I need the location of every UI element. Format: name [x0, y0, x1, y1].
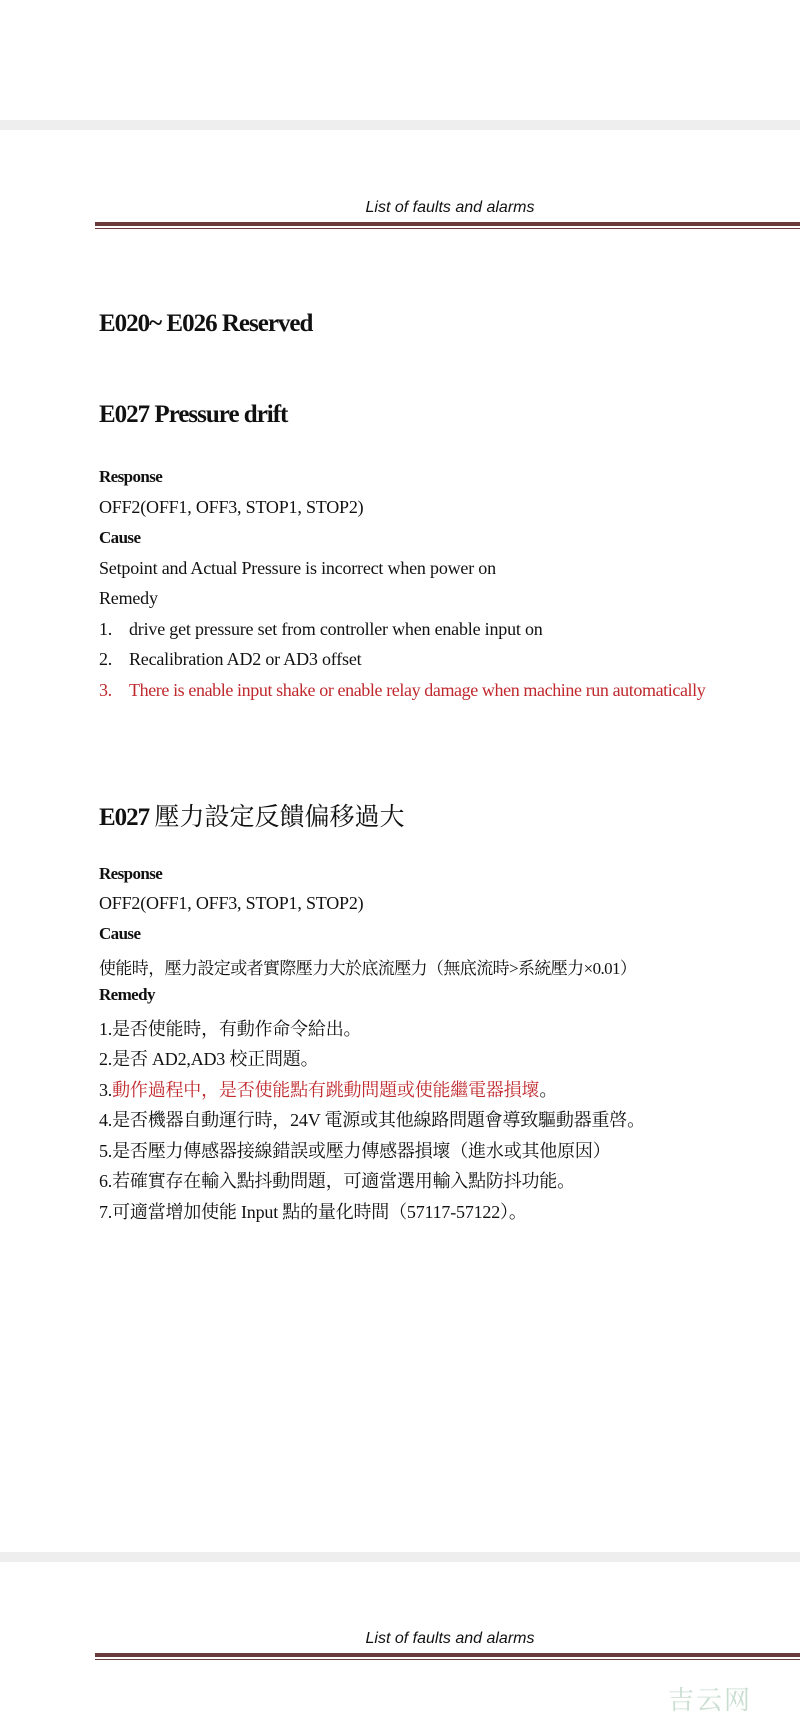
- remedy-item-text: 動作過程中，是否使能點有跳動問題或使能繼電器損壞: [112, 1080, 540, 1100]
- remedy-item-text: 可適當增加使能 Input 點的量化時間（57117-57122）。: [112, 1202, 527, 1222]
- page-footer-title: List of faults and alarms: [365, 1630, 535, 1647]
- page-top-band: [0, 120, 800, 130]
- page-header-title: List of faults and alarms: [365, 199, 535, 216]
- footer-rule: [95, 1653, 800, 1657]
- section-title-pressure-drift-cjk: [99, 797, 404, 833]
- remedy-item-text: 若確實存在輸入點抖動問題，可適當選用輸入點防抖功能。: [112, 1171, 575, 1191]
- remedy-item-text: 是否機器自動運行時，24V 電源或其他線路問題會導致驅動器重啓。: [112, 1110, 645, 1130]
- section-title-text: 壓力設定反饋偏移過大: [154, 804, 405, 831]
- response-text: OFF2(OFF1, OFF3, STOP1, STOP2): [99, 893, 364, 913]
- page-bottom-band: [0, 1552, 800, 1562]
- remedy-item-number: 3.: [99, 1080, 113, 1100]
- remedy-item-highlighted: [99, 680, 705, 701]
- remedy-item-number: 1.: [99, 619, 113, 639]
- remedy-item-text: Recalibration AD2 or AD3 offset: [129, 649, 362, 669]
- cause-label: Cause: [99, 528, 141, 547]
- remedy-item: [99, 1106, 645, 1132]
- response-label: Response: [99, 864, 163, 883]
- section-title-reserved: E020~ E026 Reserved: [99, 310, 313, 337]
- remedy-item-number: 7.: [99, 1202, 113, 1222]
- remedy-item-number: 6.: [99, 1171, 113, 1191]
- remedy-item-highlighted: [99, 1076, 557, 1102]
- cause-label: Cause: [99, 924, 141, 943]
- remedy-item: [99, 1198, 527, 1224]
- remedy-item-number: 4.: [99, 1110, 113, 1130]
- remedy-item: [99, 1167, 575, 1193]
- remedy-item-text: 是否壓力傳感器接線錯誤或壓力傳感器損壞（進水或其他原因）: [112, 1141, 611, 1161]
- remedy-item: [99, 1137, 611, 1163]
- remedy-item: [99, 649, 361, 670]
- remedy-item-number: 5.: [99, 1141, 113, 1161]
- remedy-item: [99, 1045, 318, 1071]
- remedy-label: Remedy: [99, 985, 155, 1004]
- remedy-item-number: 3.: [99, 680, 112, 700]
- remedy-item-tail: 。: [539, 1080, 558, 1100]
- cause-text: Setpoint and Actual Pressure is incorrect when power on: [99, 558, 496, 578]
- remedy-item-text: drive get pressure set from controller when enable input on: [129, 619, 543, 639]
- section-title-pressure-drift: E027 Pressure drift: [99, 401, 288, 428]
- header-rule: [95, 222, 800, 226]
- remedy-item-text: 是否使能時，有動作命令給出。: [112, 1019, 362, 1039]
- remedy-item: [99, 1015, 361, 1041]
- footer-rule-thin: [95, 1659, 800, 1660]
- watermark-logo: 吉云网: [668, 1686, 753, 1716]
- cause-text: 使能時，壓力設定或者實際壓力大於底流壓力（無底流時>系統壓力×0.01）: [99, 959, 637, 978]
- remedy-item-text: 是否 AD2,AD3 校正問題。: [112, 1049, 319, 1069]
- response-label: Response: [99, 467, 163, 486]
- remedy-item-text: There is enable input shake or enable relay damage when machine run automatically: [129, 680, 706, 700]
- remedy-item: [99, 619, 543, 640]
- remedy-label: Remedy: [99, 588, 158, 608]
- remedy-item-number: 1.: [99, 1019, 113, 1039]
- remedy-item-number: 2.: [99, 649, 113, 669]
- remedy-item-number: 2.: [99, 1049, 113, 1069]
- header-rule-thin: [95, 228, 800, 229]
- response-text: OFF2(OFF1, OFF3, STOP1, STOP2): [99, 497, 364, 517]
- section-title-code: E027: [99, 804, 150, 831]
